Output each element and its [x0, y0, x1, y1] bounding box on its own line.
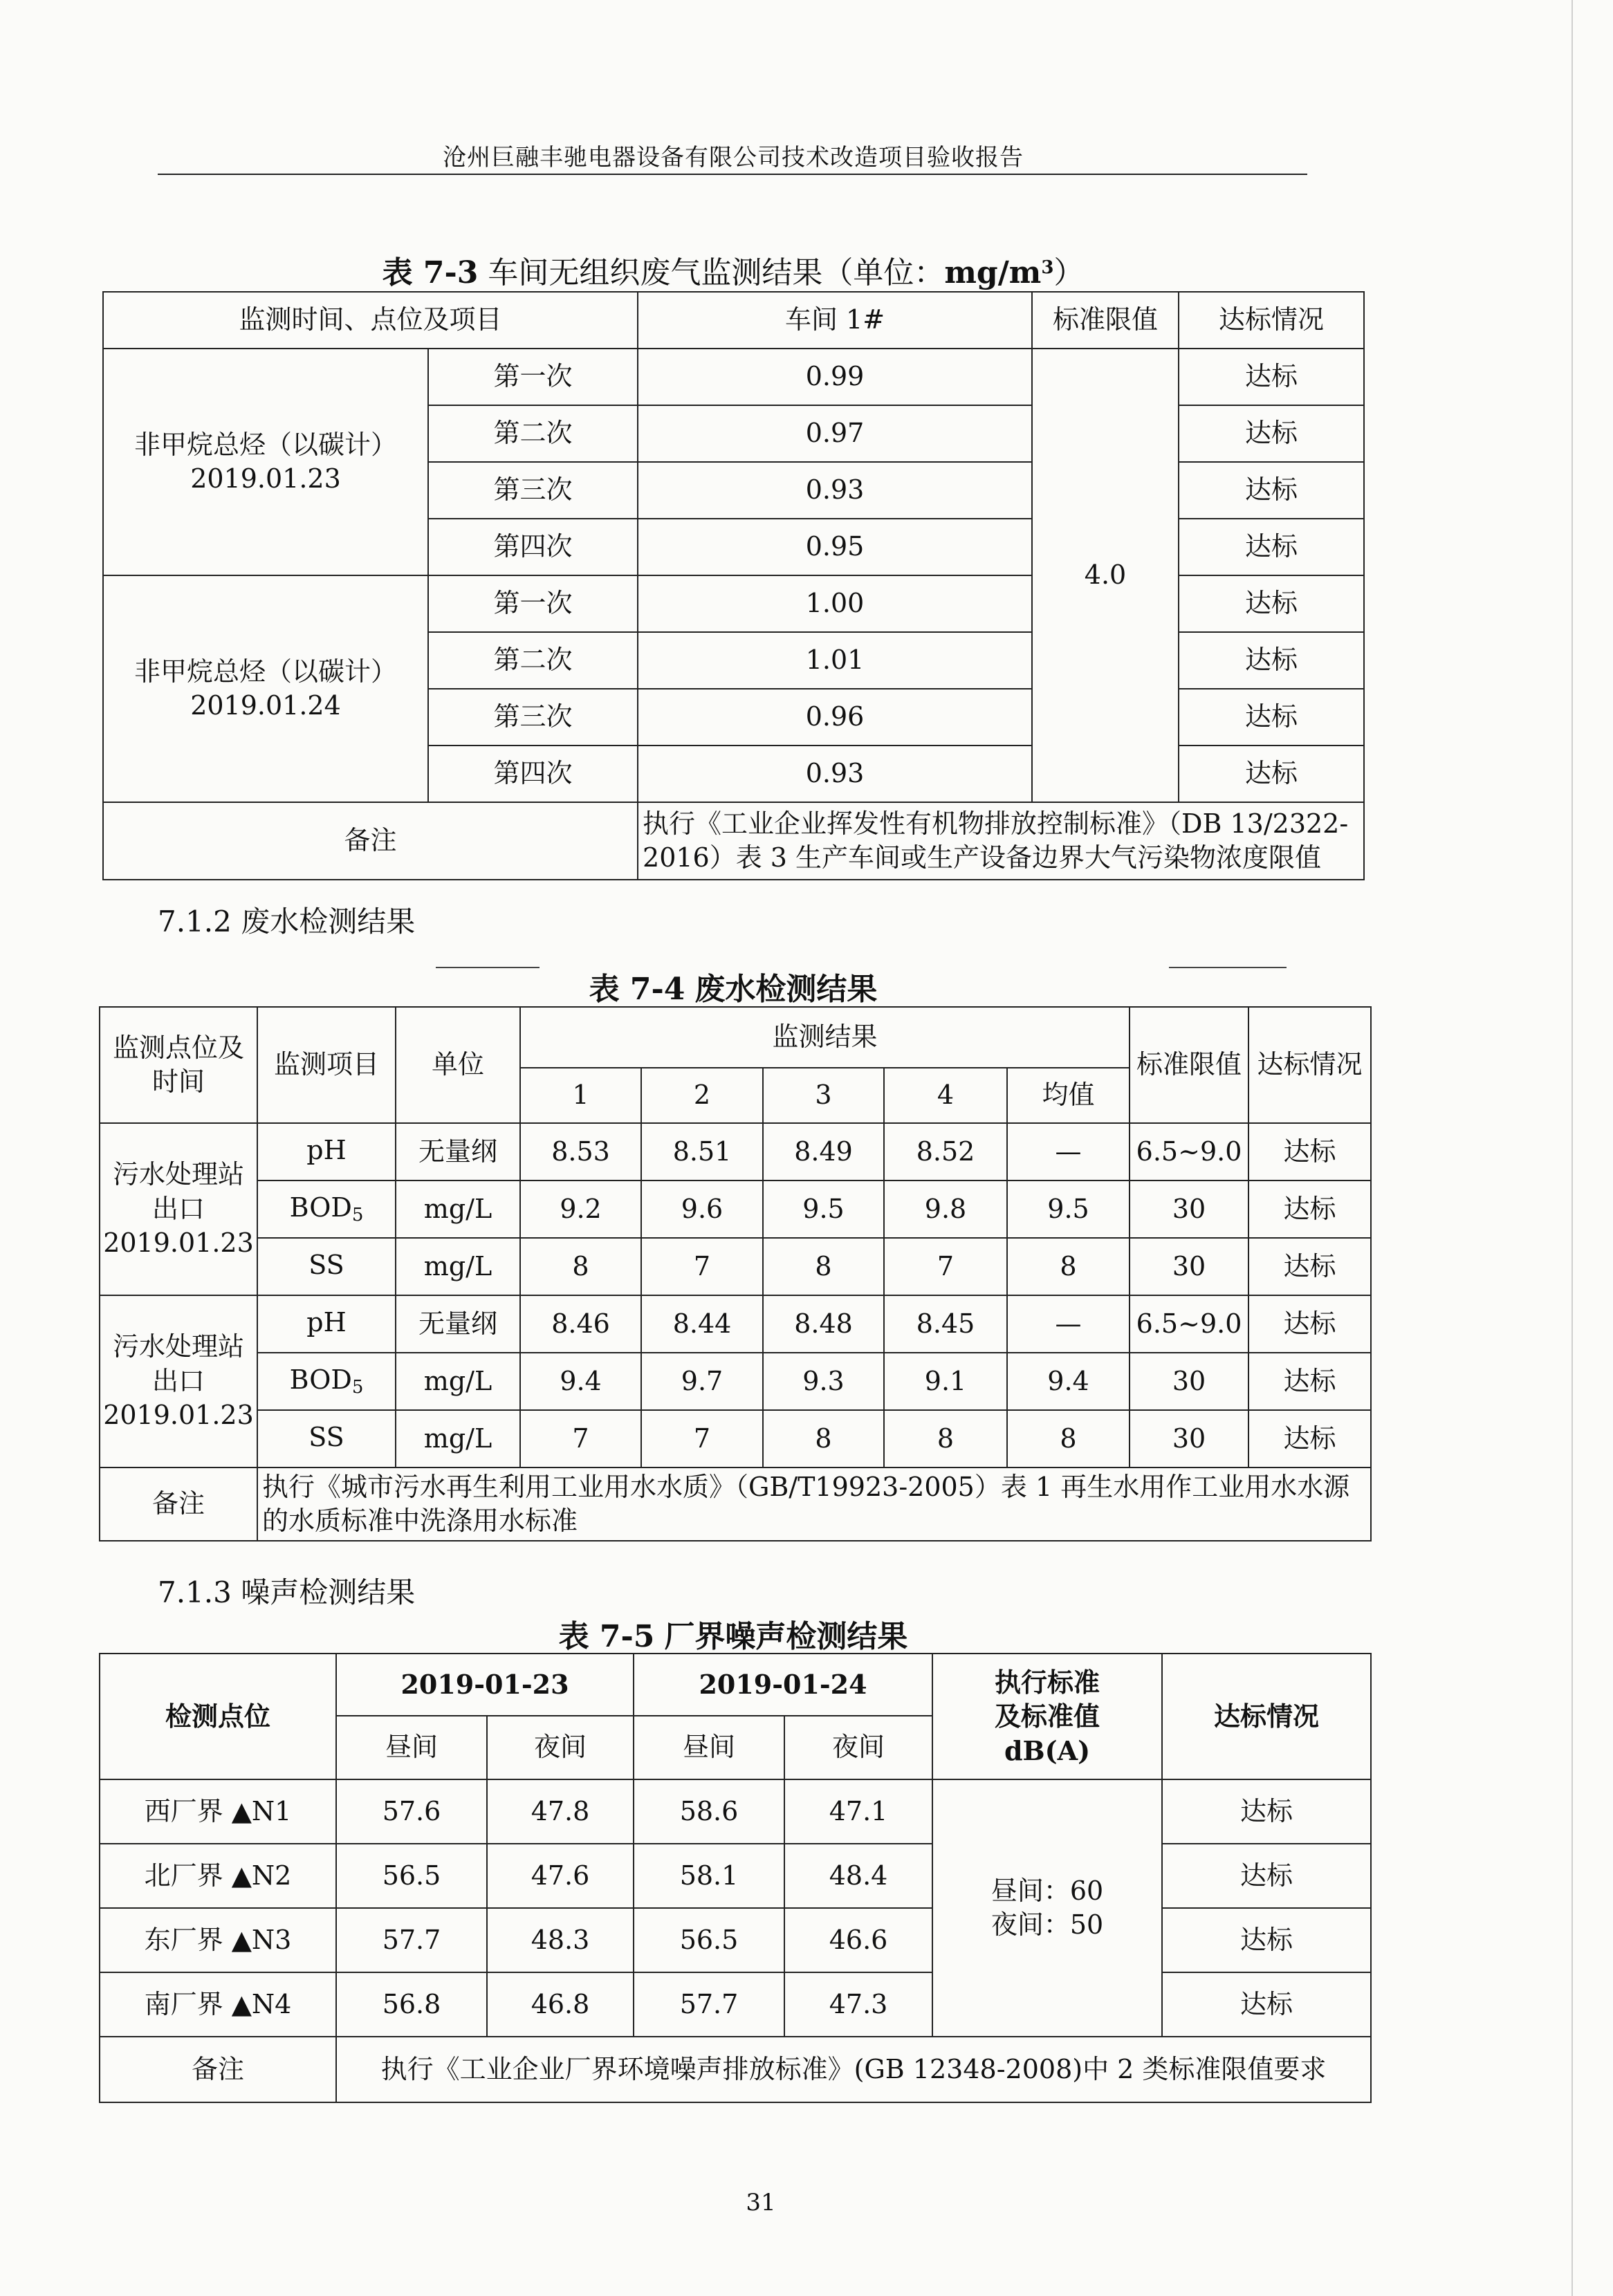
head-item: 监测时间、点位及项目 [103, 292, 638, 349]
caption-prefix: 表 7-3 [382, 255, 479, 290]
unit-cell: 无量纲 [396, 1295, 520, 1353]
time-cell: 第四次 [428, 746, 638, 802]
value-cell: 8.46 [520, 1295, 641, 1353]
status-cell: 达标 [1179, 689, 1364, 746]
value-cell: 7 [884, 1238, 1007, 1295]
status-cell: 达标 [1179, 632, 1364, 689]
limit-cell: 30 [1130, 1238, 1248, 1295]
table-row [100, 1238, 1371, 1295]
value-cell: 0.93 [638, 746, 1032, 802]
caption-text: 厂界噪声检测结果 [664, 1619, 908, 1654]
standard-night: 夜间：50 [990, 1909, 1104, 1940]
value-cell: 8.53 [520, 1123, 641, 1181]
scan-edge-line [1571, 0, 1573, 2296]
group-label-date: 2019.01.23 [103, 1400, 254, 1431]
value-cell: 8 [763, 1238, 884, 1295]
item-name: SS [308, 1422, 344, 1453]
value-cell: 9.8 [884, 1181, 1007, 1238]
limit-cell: 30 [1130, 1181, 1248, 1238]
head-point: 监测点位及时间 [100, 1007, 257, 1123]
unit-cell: 无量纲 [396, 1123, 520, 1181]
group-label-item: 非甲烷总烃（以碳计） [133, 656, 397, 687]
value-cell: 56.8 [336, 1972, 487, 2037]
limit-cell: 6.5~9.0 [1130, 1295, 1248, 1353]
unit-cell: mg/L [396, 1353, 520, 1410]
status-cell: 达标 [1179, 746, 1364, 802]
unit-cell: mg/L [396, 1410, 520, 1468]
head-limit: 标准限值 [1130, 1007, 1248, 1123]
table-row [100, 1353, 1371, 1410]
table-7-4 [99, 1006, 1372, 1542]
table-7-5 [99, 1653, 1372, 2103]
group-label-point: 污水处理站出口 [112, 1159, 244, 1224]
status-cell: 达标 [1248, 1295, 1371, 1353]
item-name: pH [306, 1307, 347, 1338]
avg-cell: 9.4 [1007, 1353, 1130, 1410]
table-7-5-caption [104, 1611, 1363, 1656]
status-cell: 达标 [1162, 1844, 1371, 1908]
value-cell: 9.1 [884, 1353, 1007, 1410]
value-cell: 58.6 [634, 1779, 784, 1844]
time-cell: 第二次 [428, 632, 638, 689]
head-limit: 标准限值 [1032, 292, 1179, 349]
value-cell: 57.6 [336, 1779, 487, 1844]
avg-cell: — [1007, 1295, 1130, 1353]
group-label [100, 1295, 257, 1468]
item-cell [257, 1295, 396, 1353]
head-day: 昼间 [336, 1716, 487, 1779]
value-cell: 9.4 [520, 1353, 641, 1410]
head-standard-line3: dB(A) [1004, 1734, 1091, 1766]
caption-text: 废水检测结果 [694, 972, 878, 1007]
time-cell: 第二次 [428, 405, 638, 462]
caption-prefix: 表 7-4 [589, 972, 685, 1007]
value-cell: 0.95 [638, 519, 1032, 575]
head-status: 达标情况 [1248, 1007, 1371, 1123]
value-cell: 47.1 [784, 1779, 932, 1844]
page-number: 31 [746, 2189, 776, 2216]
item-name: SS [308, 1250, 344, 1281]
limit-cell: 30 [1130, 1410, 1248, 1468]
point-cell: 北厂界 ▲N2 [100, 1844, 336, 1908]
section-7-1-2: 7.1.2 废水检测结果 [158, 905, 416, 938]
table-row [100, 1844, 1371, 1908]
remark-text: 执行《工业企业挥发性有机物排放控制标准》（DB 13/2322-2016）表 3 生产车间或生产设备边界大气污染物浓度限值 [638, 802, 1364, 880]
group-label [103, 349, 428, 575]
remark-text: 执行《工业企业厂界环境噪声排放标准》(GB 12348-2008)中 2 类标准限值要求 [336, 2037, 1371, 2102]
item-cell [257, 1353, 396, 1410]
value-cell: 0.97 [638, 405, 1032, 462]
value-cell: 0.96 [638, 689, 1032, 746]
unit-cell: mg/L [396, 1181, 520, 1238]
value-cell: 56.5 [634, 1908, 784, 1972]
unit-cell: mg/L [396, 1238, 520, 1295]
head-standard-line2: 及标准值 [995, 1701, 1100, 1732]
item-sub: 5 [351, 1205, 364, 1226]
status-cell: 达标 [1162, 1779, 1371, 1844]
avg-cell: — [1007, 1123, 1130, 1181]
group-label-point: 污水处理站出口 [112, 1331, 244, 1396]
head-night: 夜间 [487, 1716, 634, 1779]
status-cell: 达标 [1179, 575, 1364, 632]
value-cell: 48.4 [784, 1844, 932, 1908]
head-3: 3 [763, 1068, 884, 1123]
head-night: 夜间 [784, 1716, 932, 1779]
caption-close: ） [1053, 255, 1085, 290]
table-row [100, 1779, 1371, 1844]
head-date-1: 2019-01-23 [336, 1654, 634, 1716]
limit-cell: 4.0 [1032, 349, 1179, 802]
head-status: 达标情况 [1179, 292, 1364, 349]
table-row [100, 1410, 1371, 1468]
point-cell: 南厂界 ▲N4 [100, 1972, 336, 2037]
head-point: 检测点位 [100, 1654, 336, 1779]
limit-cell: 30 [1130, 1353, 1248, 1410]
head-1: 1 [520, 1068, 641, 1123]
head-results: 监测结果 [520, 1007, 1130, 1068]
value-cell: 8.44 [641, 1295, 763, 1353]
value-cell: 1.01 [638, 632, 1032, 689]
value-cell: 46.8 [487, 1972, 634, 2037]
value-cell: 9.7 [641, 1353, 763, 1410]
section-7-1-3: 7.1.3 噪声检测结果 [158, 1575, 416, 1609]
value-cell: 46.6 [784, 1908, 932, 1972]
item-cell [257, 1238, 396, 1295]
table-row [100, 1908, 1371, 1972]
value-cell: 0.99 [638, 349, 1032, 405]
report-header: 沧州巨融丰驰电器设备有限公司技术改造项目验收报告 [443, 144, 1024, 172]
value-cell: 48.3 [487, 1908, 634, 1972]
status-cell: 达标 [1162, 1908, 1371, 1972]
remark-label: 备注 [103, 802, 638, 880]
time-cell: 第三次 [428, 462, 638, 519]
head-date-2: 2019-01-24 [634, 1654, 932, 1716]
status-cell: 达标 [1248, 1181, 1371, 1238]
value-cell: 8 [520, 1238, 641, 1295]
point-cell: 西厂界 ▲N1 [100, 1779, 336, 1844]
value-cell: 7 [641, 1238, 763, 1295]
head-4: 4 [884, 1068, 1007, 1123]
remark-label: 备注 [100, 1468, 257, 1541]
status-cell: 达标 [1179, 462, 1364, 519]
head-avg: 均值 [1007, 1068, 1130, 1123]
group-label-item: 非甲烷总烃（以碳计） [133, 429, 397, 460]
time-cell: 第三次 [428, 689, 638, 746]
table-row [100, 1181, 1371, 1238]
time-cell: 第一次 [428, 575, 638, 632]
status-cell: 达标 [1179, 349, 1364, 405]
status-cell: 达标 [1179, 519, 1364, 575]
status-cell: 达标 [1248, 1410, 1371, 1468]
head-standard-line1: 执行标准 [995, 1666, 1100, 1698]
remark-label: 备注 [100, 2037, 336, 2102]
header-rule [158, 174, 1307, 175]
value-cell: 57.7 [336, 1908, 487, 1972]
table-row [103, 349, 1364, 405]
value-cell: 1.00 [638, 575, 1032, 632]
avg-cell: 8 [1007, 1238, 1130, 1295]
avg-cell: 9.5 [1007, 1181, 1130, 1238]
value-cell: 9.5 [763, 1181, 884, 1238]
value-cell: 57.7 [634, 1972, 784, 2037]
value-cell: 9.2 [520, 1181, 641, 1238]
status-cell: 达标 [1162, 1972, 1371, 2037]
value-cell: 8 [884, 1410, 1007, 1468]
status-cell: 达标 [1248, 1123, 1371, 1181]
caption-text: 车间无组织废气监测结果（单位： [488, 255, 945, 290]
group-label-date: 2019.01.23 [190, 463, 341, 494]
value-cell: 8.49 [763, 1123, 884, 1181]
head-2: 2 [641, 1068, 763, 1123]
table-7-3-caption [104, 248, 1363, 292]
group-label-date: 2019.01.23 [103, 1228, 254, 1259]
head-day: 昼间 [634, 1716, 784, 1779]
item-name: BOD [289, 1364, 352, 1396]
table-row [100, 1972, 1371, 2037]
item-cell [257, 1181, 396, 1238]
item-sub: 5 [351, 1377, 364, 1398]
head-unit: 单位 [396, 1007, 520, 1123]
value-cell: 47.8 [487, 1779, 634, 1844]
table-row [100, 1123, 1371, 1181]
point-cell: 东厂界 ▲N3 [100, 1908, 336, 1972]
table-7-3 [102, 291, 1365, 880]
group-label [100, 1123, 257, 1295]
value-cell: 8.52 [884, 1123, 1007, 1181]
time-cell: 第四次 [428, 519, 638, 575]
time-cell: 第一次 [428, 349, 638, 405]
value-cell: 9.3 [763, 1353, 884, 1410]
status-cell: 达标 [1248, 1353, 1371, 1410]
limit-cell: 6.5~9.0 [1130, 1123, 1248, 1181]
value-cell: 8 [763, 1410, 884, 1468]
group-label-date: 2019.01.24 [190, 690, 341, 721]
value-cell: 8.48 [763, 1295, 884, 1353]
head-status: 达标情况 [1162, 1654, 1371, 1779]
caption-prefix: 表 7-5 [558, 1619, 655, 1654]
value-cell: 58.1 [634, 1844, 784, 1908]
value-cell: 8.45 [884, 1295, 1007, 1353]
status-cell: 达标 [1179, 405, 1364, 462]
value-cell: 56.5 [336, 1844, 487, 1908]
item-name: pH [306, 1135, 347, 1166]
avg-cell: 8 [1007, 1410, 1130, 1468]
head-workshop: 车间 1# [638, 292, 1032, 349]
value-cell: 47.6 [487, 1844, 634, 1908]
head-standard [932, 1654, 1162, 1779]
value-cell: 7 [520, 1410, 641, 1468]
group-label [103, 575, 428, 802]
remark-text: 执行《城市污水再生利用工业用水水质》（GB/T19923-2005）表 1 再生水用作工业用水水源的水质标准中洗涤用水标准 [257, 1468, 1371, 1541]
item-cell [257, 1123, 396, 1181]
item-cell [257, 1410, 396, 1468]
caption-sup: 3 [1041, 257, 1054, 278]
head-item: 监测项目 [257, 1007, 396, 1123]
status-cell: 达标 [1248, 1238, 1371, 1295]
value-cell: 7 [641, 1410, 763, 1468]
table-7-4-caption [104, 964, 1363, 1008]
value-cell: 47.3 [784, 1972, 932, 2037]
caption-unit: mg/m [944, 255, 1042, 290]
value-cell: 8.51 [641, 1123, 763, 1181]
value-cell: 0.93 [638, 462, 1032, 519]
value-cell: 9.6 [641, 1181, 763, 1238]
standard-cell [932, 1779, 1162, 2037]
standard-day: 昼间：60 [990, 1875, 1104, 1906]
table-row [100, 1295, 1371, 1353]
item-name: BOD [289, 1192, 352, 1223]
